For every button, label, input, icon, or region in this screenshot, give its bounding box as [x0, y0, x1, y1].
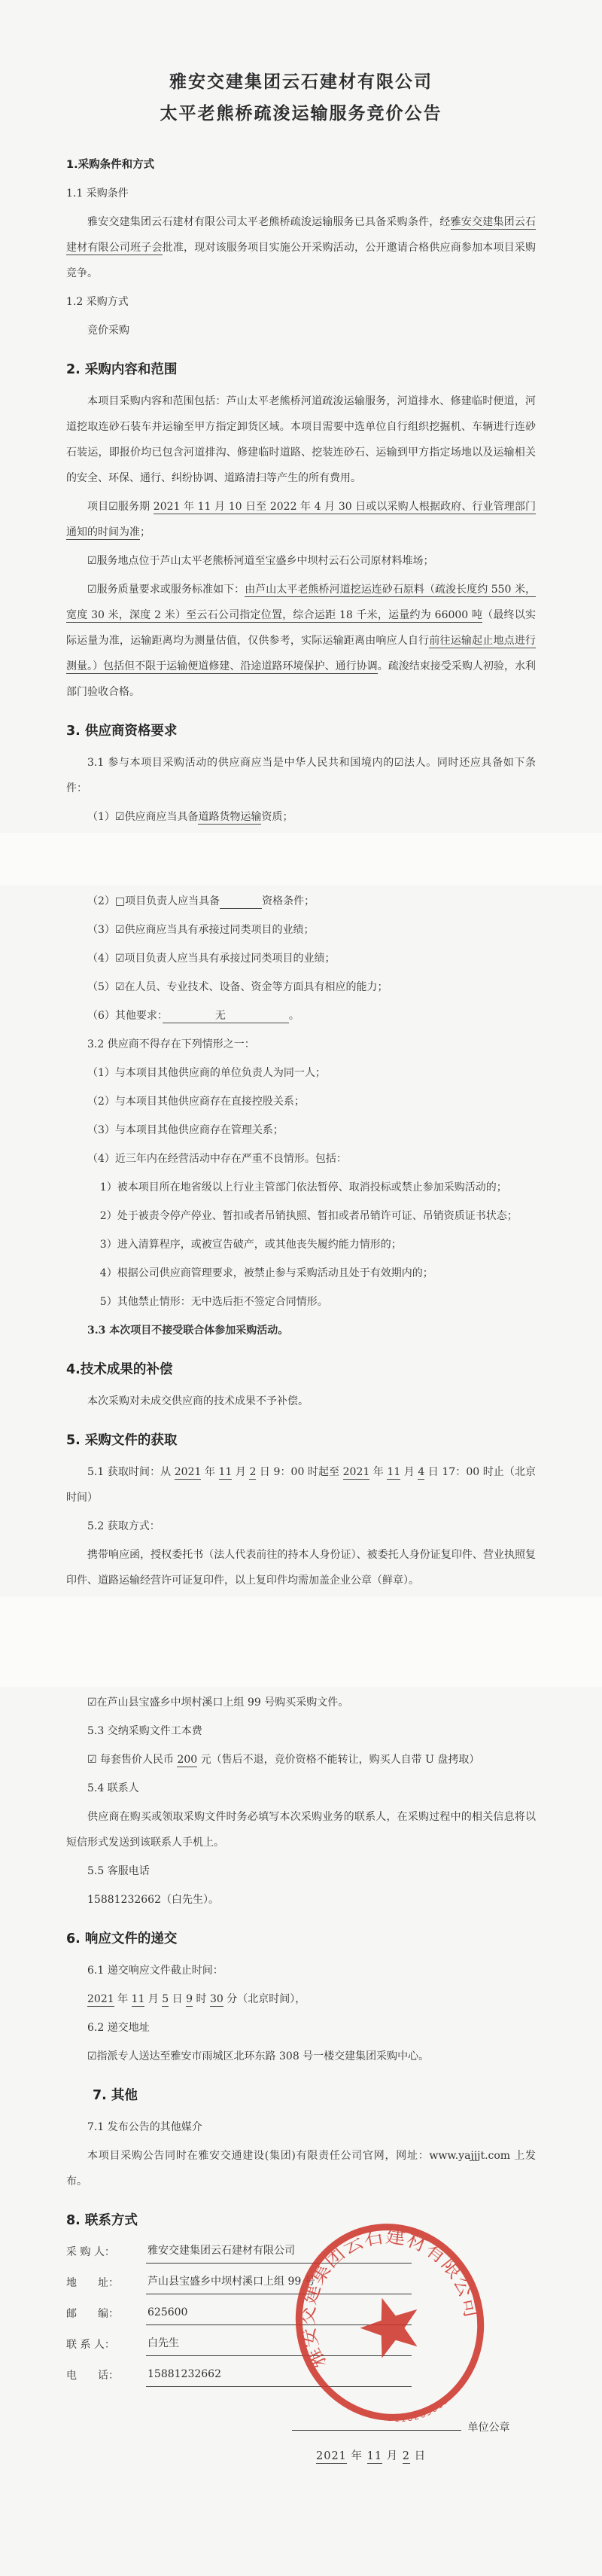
- text-run: 3. 供应商资格要求: [66, 724, 178, 739]
- text-run: 4）根据公司供应商管理要求，被禁止参与采购活动且处于有效期内的；: [99, 1267, 433, 1279]
- contact-label: 邮 编：: [66, 2308, 119, 2320]
- date-year: 2021: [316, 2450, 347, 2462]
- paragraph: [66, 1117, 536, 1143]
- text-run: 。: [288, 1010, 299, 1022]
- text-run: 日 9：00 时起至: [256, 1466, 343, 1478]
- section-heading: [66, 155, 536, 175]
- text-run: （4）近三年内在经营活动中存在严重不良情形。包括：: [87, 1153, 347, 1165]
- contact-row-purchaser: [66, 2239, 536, 2264]
- text-run: 5. 采购文件的获取: [66, 1433, 178, 1448]
- text-run: 供应商在购买或领取采购文件时务必填写本次采购业务的联系人，在采购过程中的相关信息将以短信形式发送到该联系人手机上。: [66, 1811, 536, 1849]
- paragraph: [66, 1858, 536, 1884]
- paragraph: [66, 1032, 536, 1057]
- text-run: 携带响应函，授权委托书（法人代表前往的持本人身份证）、被委托人身份证复印件、营业执照复印件、道路运输经营许可证复印件，以上复印件均需加盖企业公章（鲜章）。: [66, 1549, 536, 1587]
- contact-row-phone: [66, 2363, 536, 2387]
- underlined-text: 11: [387, 1466, 401, 1478]
- paragraph: [66, 1089, 536, 1114]
- text-run: 日 17：00 时止（北京时间）: [66, 1466, 536, 1504]
- text-run: 3.2 供应商不得存在下列情形之一：: [87, 1038, 255, 1050]
- paragraph: [66, 2143, 536, 2194]
- paragraph: [66, 318, 536, 343]
- underlined-text: 2021: [342, 1466, 370, 1478]
- text-run: ☑ 每套售价人民币: [87, 1754, 178, 1766]
- paragraph: [66, 1542, 536, 1593]
- text-run: ☑指派专人送达至雅安市雨城区北环东路 308 号一楼交建集团采购中心。: [87, 2050, 430, 2062]
- underlined-text: 道路货物运输: [198, 811, 262, 823]
- text-run: 5.3 交纳采购文件工本费: [87, 1725, 202, 1737]
- paragraph: [66, 1389, 536, 1414]
- contact-label: 联 系 人：: [66, 2339, 115, 2351]
- text-run: 1.1 采购条件: [66, 187, 129, 200]
- underlined-text: 2021 年 11 月 10 日至 2022 年 4 月 30 日或以采购人根据政府、行业管理部门通知的时间为准: [66, 501, 536, 538]
- paragraph: [66, 889, 536, 914]
- date-sep: 年: [346, 2450, 367, 2462]
- paragraph: [66, 2044, 536, 2069]
- text-run: ☑服务地点位于芦山太平老熊桥河道至宝盛乡中坝村云石公司原材料堆场；: [87, 555, 434, 567]
- contact-value: 雅安交建集团云石建材有限公司: [146, 2239, 412, 2264]
- text-run: 竞价采购: [87, 325, 129, 337]
- underlined-text: [220, 895, 262, 909]
- contact-value: 白先生: [146, 2332, 412, 2356]
- section-heading: [66, 720, 536, 742]
- section-heading: [66, 358, 536, 381]
- text-run: 年: [201, 1466, 219, 1478]
- underlined-text: 11: [131, 1993, 145, 2005]
- text-run: 7. 其他: [93, 2088, 138, 2103]
- text-run: 15881232662（白先生）。: [87, 1894, 219, 1906]
- contact-value: 625600: [146, 2301, 412, 2325]
- section-heading: [66, 1928, 536, 1950]
- paragraph: [66, 1514, 536, 1539]
- text-run: （3）与本项目其他供应商存在管理关系；: [87, 1124, 284, 1136]
- paragraph: [66, 548, 536, 574]
- text-run: （1）与本项目其他供应商的单位负责人为同一人；: [87, 1067, 326, 1079]
- underlined-text: 30: [209, 1993, 223, 2005]
- contact-value: 15881232662: [146, 2363, 412, 2387]
- paragraph: [66, 1060, 536, 1086]
- paragraph: [66, 1690, 536, 1715]
- page-break: [0, 833, 602, 886]
- text-run: （3）☑供应商应当具有承接过同类项目的业绩；: [87, 924, 315, 936]
- text-run: 2. 采购内容和范围: [66, 362, 178, 377]
- paragraph: [66, 181, 536, 206]
- underlined-text: 5: [162, 1993, 169, 2005]
- text-run: 1.采购条件和方式: [66, 159, 155, 171]
- text-run: （5）☑在人员、专业技术、设备、资金等方面具有相应的能力；: [87, 981, 388, 993]
- text-run: 3.3 本次项目不接受联合体参加采购活动。: [87, 1325, 289, 1337]
- text-run: 资格条件；: [262, 895, 315, 907]
- paragraph: [66, 1261, 536, 1286]
- text-run: 4.技术成果的补偿: [66, 1362, 173, 1377]
- paragraph: [66, 1718, 536, 1744]
- paragraph: [66, 209, 536, 286]
- underlined-text: 2021: [174, 1466, 202, 1478]
- paragraph: [66, 289, 536, 315]
- seal-company-text: 雅安交建集团云石建材有限公司: [296, 2224, 483, 2372]
- underlined-text: 9: [186, 1993, 193, 2005]
- text-run: 资质；: [261, 811, 293, 823]
- section-heading: [66, 2209, 536, 2232]
- text-run: （最终以实际运量为准，运输距离均为测量估值，仅供参考，实际运输距离由响应人自行: [66, 609, 536, 647]
- paragraph: [66, 1804, 536, 1855]
- date-sep: 月: [382, 2450, 403, 2462]
- paragraph: [66, 1146, 536, 1172]
- text-run: （6）其他要求：: [87, 1010, 163, 1022]
- text-run: 7.1 发布公告的其他媒介: [87, 2121, 202, 2133]
- paragraph: [66, 1003, 536, 1029]
- paragraph: [66, 1459, 536, 1511]
- underlined-text: 由芦山太平老熊桥河道挖运连砂石原料（疏浚长度约 550 米，宽度 30 米，深度 2 米）至云石公司指定位置，综合运距 18 千米，运量约为 66000 吨: [66, 584, 536, 621]
- underlined-text: 无: [162, 1010, 289, 1022]
- text-run: 时: [193, 1993, 210, 2005]
- section-heading: [66, 1358, 536, 1381]
- paragraph: [66, 1986, 536, 2012]
- date-month: 11: [366, 2450, 383, 2462]
- underlined-text: 前往运输起止地点进行测量。）包括但不限于运输便道修建、沿途道路环境保护、通行协调: [66, 635, 537, 672]
- paragraph: [66, 1318, 536, 1343]
- text-run: 5.5 客服电话: [87, 1865, 150, 1877]
- text-run: 8. 联系方式: [66, 2213, 138, 2228]
- text-run: 月: [400, 1466, 418, 1478]
- paragraph: [66, 974, 536, 1000]
- paragraph: [66, 1747, 536, 1773]
- date-day: 2: [402, 2450, 411, 2462]
- text-run: （2）与本项目其他供应商存在直接控股关系；: [87, 1096, 305, 1108]
- text-run: （4）☑项目负责人应当具有承接过同类项目的业绩；: [87, 953, 336, 965]
- text-run: 5.1 获取时间：从: [87, 1466, 175, 1478]
- contact-row-person: [66, 2332, 536, 2356]
- paragraph: [66, 2114, 536, 2140]
- document-title-line1: 雅安交建集团云石建材有限公司: [169, 72, 433, 92]
- paragraph: [66, 1887, 536, 1913]
- paragraph: [66, 389, 536, 491]
- underlined-text: 雅安交建集团云石建材有限公司班子会: [66, 216, 537, 254]
- text-run: 本项目采购公告同时在雅安交通建设(集团)有限责任公司官网，网址：www.yajjjt.com 上发布。: [66, 2150, 536, 2187]
- underlined-text: 2021: [87, 1993, 114, 2005]
- underlined-text: 2: [249, 1466, 257, 1478]
- text-run: 批准，现对该服务项目实施公开采购活动，公开邀请合格供应商参加本项目采购竞争。: [66, 242, 537, 279]
- underlined-text: 200: [177, 1754, 198, 1766]
- text-run: 3）进入清算程序，或被宣告破产，或其他丧失履约能力情形的；: [99, 1239, 402, 1251]
- text-run: 6.1 递交响应文件截止时间：: [87, 1965, 223, 1977]
- contact-row-postcode: [66, 2301, 536, 2325]
- text-run: （2）□项目负责人应当具备: [87, 895, 220, 907]
- paragraph: [66, 577, 536, 705]
- contact-label: 地 址：: [66, 2277, 119, 2289]
- text-run: 项目☑服务期: [87, 501, 154, 513]
- text-run: 分（北京时间），: [223, 1993, 306, 2005]
- document-title-line2: 太平老熊桥疏浚运输服务竞价公告: [160, 103, 442, 123]
- paragraph: [66, 750, 536, 801]
- text-run: 月: [144, 1993, 163, 2005]
- section-heading: [66, 2084, 536, 2107]
- contact-value: 芦山县宝盛乡中坝村溪口上组 99 号: [146, 2270, 412, 2294]
- text-run: 3.1 参与本项目采购活动的供应商应当是中华人民共和国境内的☑法人。同时还应具备如下条件：: [66, 757, 536, 794]
- text-run: 1）被本项目所在地省级以上行业主管部门依法暂停、取消投标或禁止参加采购活动的；: [99, 1181, 507, 1193]
- paragraph: [66, 2015, 536, 2041]
- text-run: 本次采购对未成交供应商的技术成果不予补偿。: [87, 1395, 309, 1407]
- section-heading: [66, 1429, 536, 1452]
- date-sep: 日: [410, 2450, 427, 2462]
- paragraph: [66, 1232, 536, 1258]
- paragraph: [66, 1203, 536, 1229]
- text-run: 5.2 获取方式：: [87, 1520, 160, 1532]
- paragraph: [66, 804, 536, 830]
- text-run: 5）其他禁止情形：无中选后拒不签定合同情形。: [99, 1296, 328, 1308]
- text-run: 雅安交建集团云石建材有限公司太平老熊桥疏浚运输服务已具备采购条件，经: [87, 216, 451, 228]
- contact-row-address: [66, 2270, 536, 2294]
- text-run: 月: [232, 1466, 250, 1478]
- text-run: 6. 响应文件的递交: [66, 1931, 178, 1946]
- text-run: 日: [169, 1993, 187, 2005]
- underlined-text: 11: [218, 1466, 233, 1478]
- paragraph: [66, 1776, 536, 1801]
- contact-section: [66, 2239, 536, 2387]
- text-run: ☑在芦山县宝盛乡中坝村溪口上组 99 号购买采购文件。: [87, 1697, 349, 1709]
- announcement-date: [316, 2447, 426, 2463]
- seal-signature-line: [292, 2419, 461, 2431]
- text-run: （1）☑供应商应当具备: [87, 811, 199, 823]
- company-seal-line: [292, 2419, 509, 2434]
- text-run: ；: [140, 526, 150, 538]
- page-break: [0, 1596, 602, 1687]
- paragraph: [66, 1958, 536, 1983]
- paragraph: [66, 917, 536, 943]
- text-run: 1.2 采购方式: [66, 296, 129, 308]
- text-run: 2）处于被责令停产停业、暂扣或者吊销执照、暂扣或者吊销许可证、吊销资质证书状态；: [99, 1210, 518, 1222]
- text-run: 元（售后不退，竞价资格不能转让，购买人自带 U 盘拷取）: [197, 1754, 480, 1766]
- paragraph: [66, 946, 536, 971]
- text-run: ☑服务质量要求或服务标准如下：: [87, 584, 245, 596]
- paragraph: [66, 1175, 536, 1200]
- text-run: 年: [369, 1466, 388, 1478]
- text-run: 5.4 联系人: [87, 1782, 139, 1794]
- text-run: 本项目采购内容和范围包括：芦山太平老熊桥河道疏浚运输服务，河道排水、修建临时便道，河道挖取连砂石装车并运输至甲方指定卸货区域。本项目需要中选单位自行组织挖掘机、车辆进行连砂石装运，即报价均已包含河道排沟、修建临时道路、挖装连砂石、运输到甲方指定场地以及运输相关的安全、环保、通行、纠纷协调、道路清扫等产生的所有费用。: [66, 395, 536, 484]
- paragraph: [66, 494, 536, 545]
- contact-label: 采 购 人：: [66, 2246, 115, 2258]
- text-run: 。疏浚结束接受采购人初验，水利部门验收合格。: [66, 660, 537, 698]
- seal-number-text: 5118265019: [387, 2395, 451, 2424]
- text-run: 6.2 递交地址: [87, 2022, 150, 2034]
- contact-label: 电 话：: [66, 2370, 119, 2382]
- seal-label: 单位公章: [467, 2421, 510, 2434]
- underlined-text: 4: [418, 1466, 425, 1478]
- document-body: [66, 155, 536, 2232]
- paragraph: [66, 1289, 536, 1315]
- text-run: 年: [114, 1993, 132, 2005]
